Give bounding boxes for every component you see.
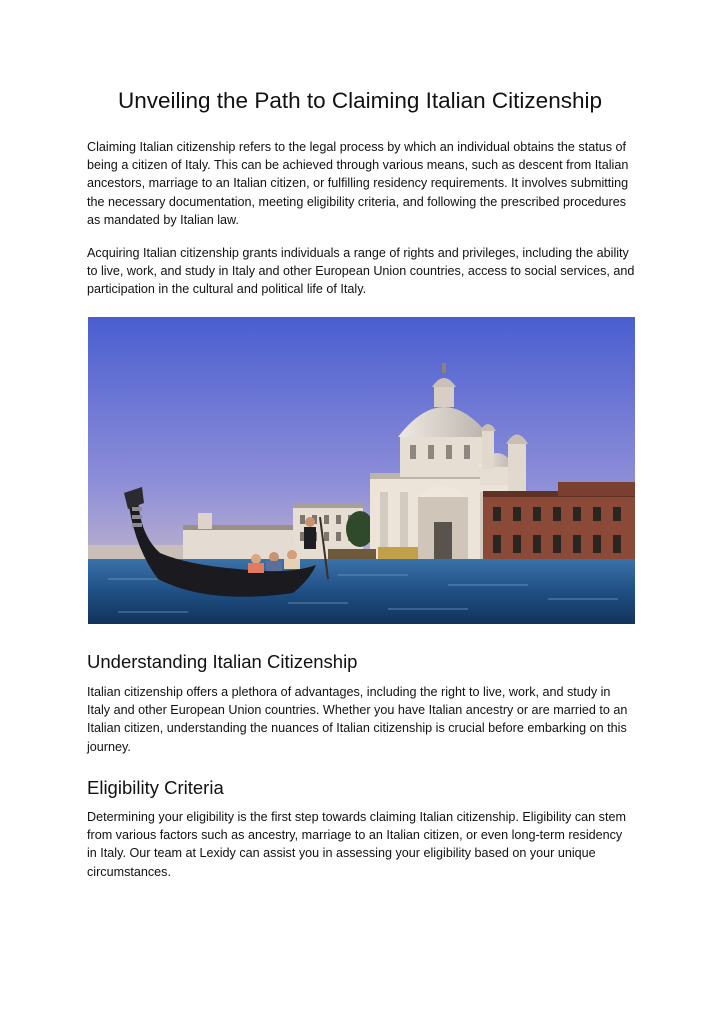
venice-photo (88, 317, 635, 624)
section-heading-understanding: Understanding Italian Citizenship (87, 651, 358, 672)
section-body-eligibility: Determining your eligibility is the first step towards claiming Italian citizenship. Eligibility can stem from various factors such as ancestry, marriage to an Italian citizen, or even long-term residency in Italy. Our team at Lexidy can assist you in assessing your eligibility based on your unique circumstances. (87, 810, 626, 879)
photo-venice-gondola-basilica-icon (88, 317, 635, 624)
section-body-understanding: Italian citizenship offers a plethora of advantages, including the right to live, work, and study in Italy and other European Union countries. Whether you have Italian ancestry or are married to an Italian citizen, understanding the nuances of Italian citizenship is crucial before embarking on this journey. (87, 685, 628, 754)
intro-paragraph-2: Acquiring Italian citizenship grants individuals a range of rights and privileges, including the ability to live, work, and study in Italy and other European Union countries, access to social services, and participation in the cultural and political life of Italy. (87, 246, 635, 297)
section-heading-eligibility: Eligibility Criteria (87, 777, 224, 798)
intro-paragraph-1: Claiming Italian citizenship refers to the legal process by which an individual obtains the status of being a citizen of Italy. This can be achieved through various means, such as descent from Italian ancestors, marriage to an Italian citizen, or fulfilling residency requirements. It involves submitting the necessary documentation, meeting eligibility criteria, and following the prescribed procedures as mandated by Italian law. (87, 140, 629, 227)
page-title: Unveiling the Path to Claiming Italian Citizenship (117, 88, 602, 113)
